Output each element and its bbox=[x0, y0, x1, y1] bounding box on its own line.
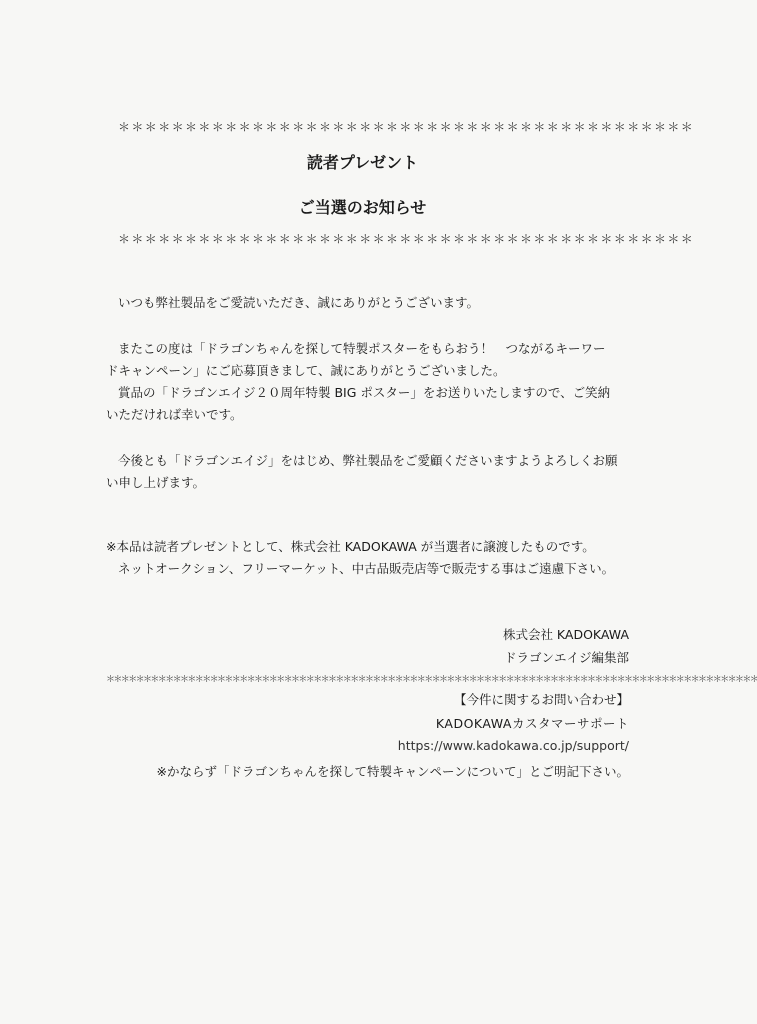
decorative-star-border-top: ＊＊＊＊＊＊＊＊＊＊＊＊＊＊＊＊＊＊＊＊＊＊＊＊＊＊＊＊＊＊＊＊＊＊＊＊＊＊＊＊＊＊＊ bbox=[118, 120, 695, 134]
prize-line-2: いただければ幸いです。 bbox=[106, 407, 243, 422]
closing-paragraph bbox=[106, 450, 618, 494]
letter-subtitle: ご当選のお知らせ bbox=[298, 198, 427, 217]
support-url: https://www.kadokawa.co.jp/support/ bbox=[397, 738, 629, 753]
closing-line-1: 今後とも「ドラゴンエイジ」をはじめ、弊社製品をご愛顧くださいますようよろしくお願 bbox=[118, 453, 618, 468]
inquiry-note: ※かならず「ドラゴンちゃんを探して特製キャンペーンについて」とご明記下さい。 bbox=[156, 764, 629, 779]
greeting-paragraph bbox=[118, 292, 479, 314]
prize-line-1: 賞品の「ドラゴンエイジ２０周年特製 BIG ポスター」をお送りいたしますので、ご笑納 bbox=[118, 385, 611, 400]
signature-company: 株式会社 KADOKAWA bbox=[502, 627, 629, 642]
contact-heading: 【今件に関するお問い合わせ】 bbox=[453, 692, 629, 707]
campaign-line-2: ドキャンペーン」にご応募頂きまして、誠にありがとうございました。 bbox=[106, 363, 506, 378]
campaign-line-1: またこの度は「ドラゴンちゃんを探して特製ポスターをもらおう！ つながるキーワー bbox=[118, 341, 606, 356]
greeting-line: いつも弊社製品をご愛読いただき、誠にありがとうございます。 bbox=[118, 295, 480, 310]
footer-star-divider: ＊＊＊＊＊＊＊＊＊＊＊＊＊＊＊＊＊＊＊＊＊＊＊＊＊＊＊＊＊＊＊＊＊＊＊＊＊＊＊＊＊＊＊＊＊＊＊＊＊＊＊＊＊＊＊＊＊＊＊＊＊＊＊＊＊＊＊＊＊＊＊＊＊＊＊＊＊＊＊＊＊＊＊＊＊＊＊＊ bbox=[106, 675, 757, 685]
closing-line-2: い申し上げます。 bbox=[106, 475, 206, 490]
resale-notice bbox=[106, 536, 614, 580]
resale-notice-line-1: ※本品は読者プレゼントとして、株式会社 KADOKAWA が当選者に譲渡したものです。 bbox=[106, 539, 595, 554]
letter-title: 読者プレゼント bbox=[306, 153, 419, 172]
decorative-star-border-bottom: ＊＊＊＊＊＊＊＊＊＊＊＊＊＊＊＊＊＊＊＊＊＊＊＊＊＊＊＊＊＊＊＊＊＊＊＊＊＊＊＊＊＊＊ bbox=[118, 232, 695, 246]
resale-notice-line-2: ネットオークション、フリーマーケット、中古品販売店等で販売する事はご遠慮下さい。 bbox=[118, 561, 615, 576]
signature-department: ドラゴンエイジ編集部 bbox=[503, 650, 629, 665]
support-name: KADOKAWAカスタマーサポート bbox=[435, 716, 629, 731]
campaign-paragraph bbox=[106, 338, 611, 426]
